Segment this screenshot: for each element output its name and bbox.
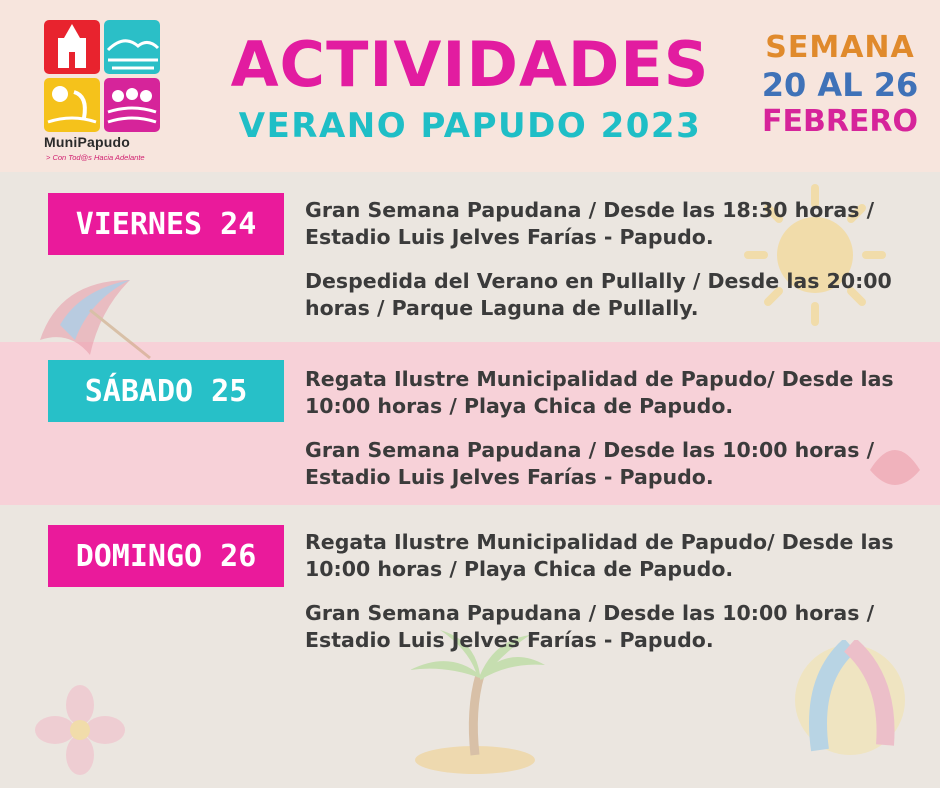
flower-icon [30, 680, 130, 780]
logo-name: MuniPapudo [44, 134, 130, 150]
fields-icon [104, 78, 160, 132]
day-badge-viernes: VIERNES 24 [48, 193, 284, 255]
week-range [752, 30, 928, 140]
page-title: ACTIVIDADES [230, 28, 710, 101]
event-sabado-1: Regata Ilustre Municipalidad de Papudo/ Desde las 10:00 horas / Playa Chica de Papudo. [305, 367, 894, 418]
beach-ball-icon [790, 640, 910, 760]
logo-tiles [44, 20, 162, 132]
week-month: FEBRERO [761, 104, 919, 139]
church-icon [44, 20, 100, 74]
pelican-icon [44, 78, 100, 132]
event-domingo-1: Regata Ilustre Municipalidad de Papudo/ Desde las 10:00 horas / Playa Chica de Papudo. [305, 530, 894, 581]
beach-umbrella-icon [30, 270, 160, 360]
logo-church-tile [44, 20, 100, 74]
week-dates: 20 AL 26 [761, 66, 919, 104]
event-viernes-1: Gran Semana Papudana / Desde las 18:30 horas / Estadio Luis Jelves Farías - Papudo. [305, 198, 875, 249]
event-sabado-2: Gran Semana Papudana / Desde las 10:00 horas / Estadio Luis Jelves Farías - Papudo. [305, 438, 875, 489]
logo-hills-tile [104, 20, 160, 74]
munipapudo-logo [44, 20, 162, 170]
event-viernes-2: Despedida del Verano en Pullally / Desde las 20:00 horas / Parque Laguna de Pullally. [305, 269, 892, 320]
week-label: SEMANA [765, 30, 915, 65]
logo-tagline: > Con Tod@s Hacia Adelante [46, 153, 145, 162]
event-domingo-2: Gran Semana Papudana / Desde las 10:00 horas / Estadio Luis Jelves Farías - Papudo. [305, 601, 875, 652]
page-subtitle: VERANO PAPUDO 2023 [238, 106, 702, 146]
hills-icon [104, 20, 160, 74]
logo-pelican-tile [44, 78, 100, 132]
day-badge-domingo: DOMINGO 26 [48, 525, 284, 587]
day-badge-sabado: SÁBADO 25 [48, 360, 284, 422]
logo-fields-tile [104, 78, 160, 132]
